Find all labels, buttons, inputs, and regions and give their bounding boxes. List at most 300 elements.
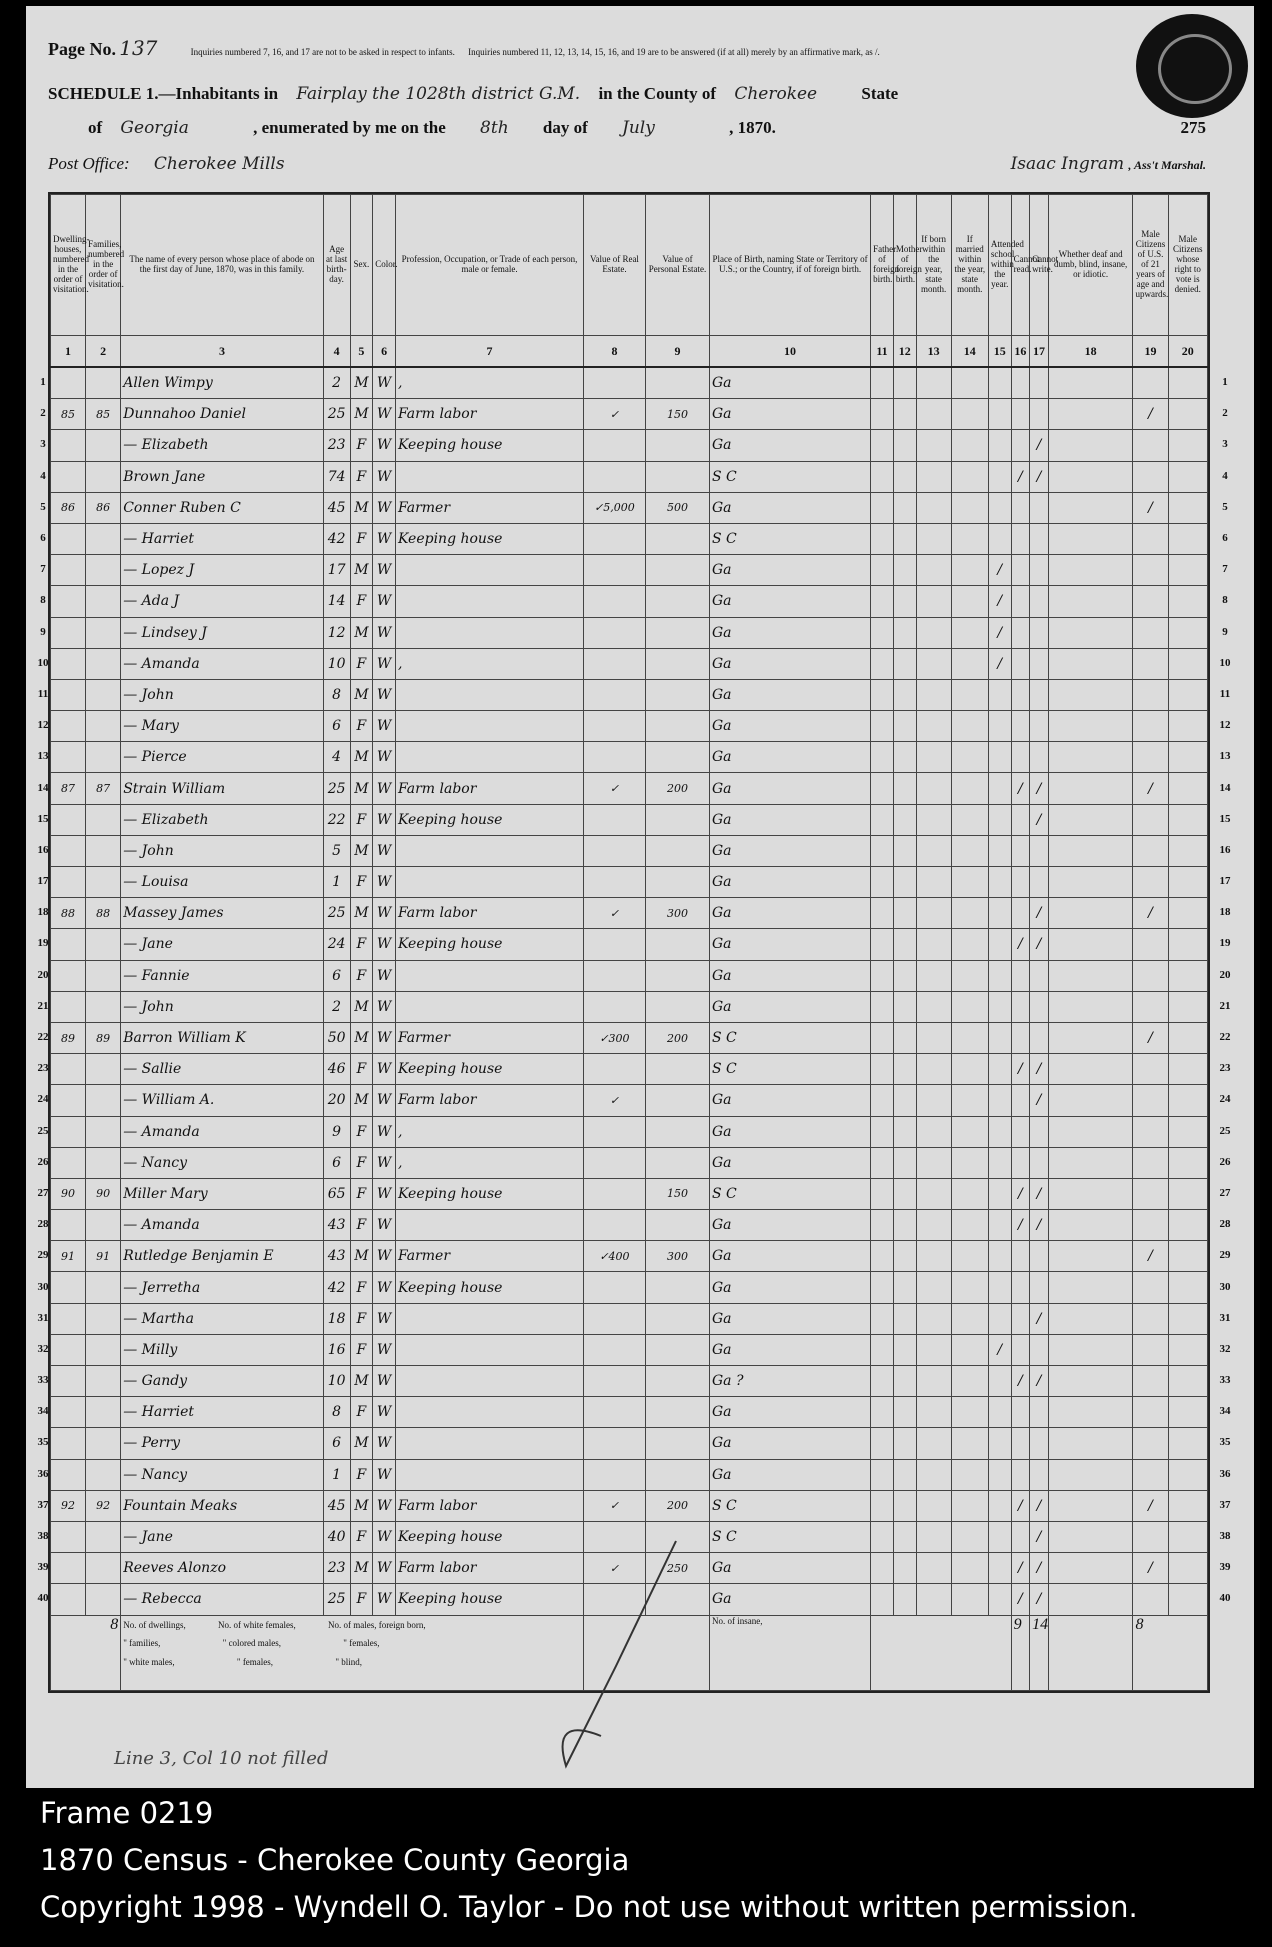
cell-c17 <box>1030 648 1049 679</box>
table-row <box>51 960 1208 991</box>
empty-cell <box>893 1178 916 1209</box>
empty-cell <box>1048 648 1133 679</box>
empty-cell <box>893 835 916 866</box>
cell-c15 <box>988 1459 1011 1490</box>
cell-color: W <box>373 1085 396 1116</box>
empty-cell <box>951 1553 988 1584</box>
cell-color: W <box>373 804 396 835</box>
cell-pe: 200 <box>645 773 709 804</box>
line-number: 17 <box>1219 875 1231 888</box>
cell-c16 <box>1011 555 1030 586</box>
empty-cell <box>893 1022 916 1053</box>
cell-c16 <box>1011 898 1030 929</box>
cell-occ <box>395 867 583 898</box>
empty-cell <box>1168 929 1207 960</box>
table-row <box>51 1085 1208 1116</box>
col-header-vote-denied: Male Citizens whose right to vote is denied. <box>1168 195 1207 336</box>
cell-c19 <box>1133 742 1168 773</box>
cell-fam <box>86 1428 121 1459</box>
cell-c16: / <box>1011 1553 1030 1584</box>
line-number: 6 <box>40 532 46 545</box>
empty-cell <box>916 742 951 773</box>
col-header-color: Color. <box>373 195 396 336</box>
cell-birth: Ga <box>709 773 870 804</box>
col-num: 8 <box>583 336 645 368</box>
empty-cell <box>893 1366 916 1397</box>
empty-cell <box>916 1272 951 1303</box>
cell-occ: Keeping house <box>395 929 583 960</box>
cell-name: — John <box>121 991 323 1022</box>
cell-c19: / <box>1133 773 1168 804</box>
cell-color: W <box>373 1553 396 1584</box>
cell-fam: 92 <box>86 1490 121 1521</box>
marshal-label: , Ass't Marshal. <box>1128 158 1206 172</box>
empty-cell <box>1168 1428 1207 1459</box>
cell-sex: M <box>350 399 373 430</box>
cell-birth: Ga <box>709 1459 870 1490</box>
cell-dw: 85 <box>51 399 86 430</box>
col-num: 16 <box>1011 336 1030 368</box>
cell-fam <box>86 1397 121 1428</box>
cell-age: 10 <box>323 1366 350 1397</box>
empty-cell <box>916 1521 951 1552</box>
month-value: July <box>622 118 655 138</box>
col-num: 12 <box>893 336 916 368</box>
col-header-disability: Whether deaf and dumb, blind, insane, or idiotic. <box>1048 195 1133 336</box>
col-header-school: Attended school within the year. <box>988 195 1011 336</box>
col-num: 19 <box>1133 336 1168 368</box>
header-line-4 <box>48 154 1206 174</box>
cell-re <box>583 555 645 586</box>
cell-c15 <box>988 1521 1011 1552</box>
cell-c19 <box>1133 1178 1168 1209</box>
line-number: 16 <box>1219 843 1231 856</box>
cell-c17 <box>1030 742 1049 773</box>
cell-re <box>583 586 645 617</box>
empty-cell <box>1168 1334 1207 1365</box>
cell-sex: M <box>350 492 373 523</box>
cell-occ <box>395 679 583 710</box>
cell-name: — Jerretha <box>121 1272 323 1303</box>
cell-c15 <box>988 1272 1011 1303</box>
cell-c17 <box>1030 1334 1049 1365</box>
cell-pe <box>645 1334 709 1365</box>
cell-c15: / <box>988 586 1011 617</box>
empty-cell <box>1048 1054 1133 1085</box>
empty-cell <box>871 555 894 586</box>
line-number: 5 <box>1222 500 1228 513</box>
cell-sex: M <box>350 617 373 648</box>
cell-fam <box>86 586 121 617</box>
cell-re: ✓400 <box>583 1241 645 1272</box>
empty-cell <box>871 1584 894 1615</box>
empty-cell <box>1168 1459 1207 1490</box>
footer-females-label: " females, <box>236 1657 274 1668</box>
empty-cell <box>1048 1147 1133 1178</box>
empty-cell <box>1168 1085 1207 1116</box>
cell-sex: M <box>350 991 373 1022</box>
cell-c17: / <box>1030 1210 1049 1241</box>
cell-birth: S C <box>709 1022 870 1053</box>
cell-re <box>583 461 645 492</box>
cell-pe <box>645 1428 709 1459</box>
cell-re: ✓ <box>583 773 645 804</box>
cell-c17: / <box>1030 1178 1049 1209</box>
empty-cell <box>951 835 988 866</box>
cell-fam <box>86 555 121 586</box>
cell-pe <box>645 742 709 773</box>
col-header-born-month: If born within the year, state month. <box>916 195 951 336</box>
cell-color: W <box>373 1366 396 1397</box>
cell-c17: / <box>1030 1490 1049 1521</box>
cell-occ: Farmer <box>395 492 583 523</box>
cell-re: ✓ <box>583 1553 645 1584</box>
cell-occ: Keeping house <box>395 1054 583 1085</box>
cell-color: W <box>373 399 396 430</box>
header-line-3 <box>48 118 1206 138</box>
empty-cell <box>871 648 894 679</box>
col-num: 4 <box>323 336 350 368</box>
empty-cell <box>916 1428 951 1459</box>
empty-cell <box>871 1366 894 1397</box>
empty-cell <box>951 492 988 523</box>
empty-cell <box>916 835 951 866</box>
cell-pe <box>645 1085 709 1116</box>
empty-cell <box>1168 1241 1207 1272</box>
cell-c19 <box>1133 804 1168 835</box>
cell-fam <box>86 929 121 960</box>
empty-cell <box>871 960 894 991</box>
line-number: 21 <box>37 999 49 1012</box>
cell-birth: Ga <box>709 867 870 898</box>
cell-age: 24 <box>323 929 350 960</box>
cell-re <box>583 1272 645 1303</box>
empty-cell <box>951 617 988 648</box>
empty-cell <box>893 1584 916 1615</box>
cell-pe <box>645 1459 709 1490</box>
cell-re <box>583 804 645 835</box>
cell-fam <box>86 1147 121 1178</box>
cell-name: — Martha <box>121 1303 323 1334</box>
cell-c15 <box>988 960 1011 991</box>
empty-cell <box>1168 804 1207 835</box>
empty-cell <box>1168 586 1207 617</box>
col-header-cannot-read: Cannot read. <box>1011 195 1030 336</box>
cell-birth: Ga <box>709 586 870 617</box>
cell-c15 <box>988 773 1011 804</box>
cell-re <box>583 617 645 648</box>
table-row <box>51 367 1208 399</box>
cell-re: ✓300 <box>583 1022 645 1053</box>
empty-cell <box>951 679 988 710</box>
table-row <box>51 1303 1208 1334</box>
empty-cell <box>871 1272 894 1303</box>
table-row <box>51 648 1208 679</box>
empty-cell <box>1048 586 1133 617</box>
cell-c15 <box>988 679 1011 710</box>
cell-c16: / <box>1011 929 1030 960</box>
cell-re <box>583 929 645 960</box>
cell-c19: / <box>1133 1241 1168 1272</box>
line-number: 22 <box>37 1031 49 1044</box>
cell-c16: / <box>1011 1584 1030 1615</box>
empty-cell <box>951 898 988 929</box>
cell-c19 <box>1133 1428 1168 1459</box>
cell-name: Miller Mary <box>121 1178 323 1209</box>
cell-c16 <box>1011 1116 1030 1147</box>
empty-cell <box>916 430 951 461</box>
empty-cell <box>1048 1334 1133 1365</box>
empty-cell <box>893 1085 916 1116</box>
empty-cell <box>1048 1178 1133 1209</box>
cell-pe: 300 <box>645 898 709 929</box>
empty-cell <box>871 399 894 430</box>
cell-name: — Rebecca <box>121 1584 323 1615</box>
cell-c17 <box>1030 1397 1049 1428</box>
cell-name: — Milly <box>121 1334 323 1365</box>
cell-name: — Lopez J <box>121 555 323 586</box>
cell-re <box>583 742 645 773</box>
line-number: 15 <box>1219 812 1231 825</box>
empty-cell <box>951 867 988 898</box>
empty-cell <box>916 679 951 710</box>
cell-name: — Ada J <box>121 586 323 617</box>
cell-pe: 500 <box>645 492 709 523</box>
cell-color: W <box>373 1210 396 1241</box>
empty-cell <box>871 991 894 1022</box>
cell-name: — Amanda <box>121 1210 323 1241</box>
footer-blind-label: " blind, <box>335 1657 362 1668</box>
line-number: 12 <box>1219 719 1231 732</box>
cell-c17: / <box>1030 929 1049 960</box>
line-number: 1 <box>40 375 46 388</box>
cell-c17 <box>1030 960 1049 991</box>
empty-cell <box>893 1459 916 1490</box>
line-number: 18 <box>1219 906 1231 919</box>
state-name: Georgia <box>120 118 189 138</box>
cell-age: 6 <box>323 1428 350 1459</box>
cell-fam <box>86 648 121 679</box>
caption-title: 1870 Census - Cherokee County Georgia <box>40 1843 630 1877</box>
empty-cell <box>1168 773 1207 804</box>
line-number: 37 <box>37 1498 49 1511</box>
col-header-married-month: If married within the year, state month. <box>951 195 988 336</box>
cell-c15 <box>988 430 1011 461</box>
col-num: 1 <box>51 336 86 368</box>
cell-occ: Farmer <box>395 1241 583 1272</box>
empty-cell <box>1168 1366 1207 1397</box>
cell-c16 <box>1011 960 1030 991</box>
cell-birth: Ga <box>709 367 870 399</box>
empty-cell <box>1048 430 1133 461</box>
table-row <box>51 1272 1208 1303</box>
cell-pe <box>645 1116 709 1147</box>
line-number: 28 <box>37 1218 49 1231</box>
cell-re <box>583 1116 645 1147</box>
cell-sex: F <box>350 1521 373 1552</box>
cell-occ: , <box>395 1116 583 1147</box>
cell-occ: Farm labor <box>395 773 583 804</box>
line-number: 14 <box>37 781 49 794</box>
cell-c19 <box>1133 1303 1168 1334</box>
empty-cell <box>893 399 916 430</box>
cell-c15 <box>988 367 1011 399</box>
empty-cell <box>871 1022 894 1053</box>
col-header-sex: Sex. <box>350 195 373 336</box>
line-number: 10 <box>37 656 49 669</box>
cell-fam <box>86 430 121 461</box>
empty-cell <box>871 1553 894 1584</box>
cell-c16 <box>1011 586 1030 617</box>
cell-c17 <box>1030 492 1049 523</box>
cell-color: W <box>373 1054 396 1085</box>
cell-occ <box>395 711 583 742</box>
cell-name: Dunnahoo Daniel <box>121 399 323 430</box>
line-number: 39 <box>37 1561 49 1574</box>
empty-cell <box>1048 399 1133 430</box>
cell-occ: Farm labor <box>395 1085 583 1116</box>
table-row <box>51 1490 1208 1521</box>
col-header-mother-foreign: Mother of foreign birth. <box>893 195 916 336</box>
cell-birth: Ga <box>709 679 870 710</box>
cell-c16 <box>1011 679 1030 710</box>
cell-c17 <box>1030 1428 1049 1459</box>
empty-cell <box>1048 898 1133 929</box>
empty-cell <box>1048 555 1133 586</box>
cell-birth: Ga <box>709 1272 870 1303</box>
empty-cell <box>951 1272 988 1303</box>
empty-cell <box>871 1490 894 1521</box>
cell-re <box>583 1303 645 1334</box>
header-line-2 <box>48 84 1206 104</box>
empty-cell <box>1048 1521 1133 1552</box>
table-row <box>51 1054 1208 1085</box>
cell-dw: 86 <box>51 492 86 523</box>
col-num: 7 <box>395 336 583 368</box>
line-number: 19 <box>37 937 49 950</box>
cell-color: W <box>373 679 396 710</box>
cell-c19 <box>1133 1459 1168 1490</box>
empty-cell <box>916 773 951 804</box>
cell-c19 <box>1133 1584 1168 1615</box>
empty-cell <box>1168 1054 1207 1085</box>
empty-cell <box>893 711 916 742</box>
cell-name: Allen Wimpy <box>121 367 323 399</box>
cell-c19 <box>1133 1272 1168 1303</box>
cell-c16: / <box>1011 1366 1030 1397</box>
line-number: 40 <box>1219 1592 1231 1605</box>
line-number: 24 <box>37 1093 49 1106</box>
empty-cell <box>871 492 894 523</box>
table-row <box>51 1178 1208 1209</box>
line-number: 5 <box>40 500 46 513</box>
cell-re <box>583 1397 645 1428</box>
footer-foreign-label: No. of males, foreign born, <box>327 1619 426 1630</box>
instructions-left: Inquiries numbered 7, 16, and 17 are not to be asked in respect to infants. <box>190 47 455 57</box>
line-number: 24 <box>1219 1093 1231 1106</box>
line-number: 33 <box>1219 1374 1231 1387</box>
line-number: 26 <box>1219 1155 1231 1168</box>
cell-color: W <box>373 1521 396 1552</box>
line-number: 36 <box>37 1467 49 1480</box>
footer-dwellings-label: No. of dwellings, <box>123 1619 186 1630</box>
cell-occ: Farm labor <box>395 1490 583 1521</box>
cell-sex: F <box>350 648 373 679</box>
census-table <box>48 192 1210 1693</box>
empty-cell <box>916 1397 951 1428</box>
cell-age: 14 <box>323 586 350 617</box>
cell-occ: Farm labor <box>395 898 583 929</box>
cell-birth: Ga <box>709 648 870 679</box>
cell-c19 <box>1133 679 1168 710</box>
cell-color: W <box>373 1022 396 1053</box>
empty-cell <box>1048 1241 1133 1272</box>
table-row <box>51 586 1208 617</box>
cell-c17 <box>1030 835 1049 866</box>
empty-cell <box>1168 1210 1207 1241</box>
cell-birth: Ga ? <box>709 1366 870 1397</box>
cell-fam <box>86 1459 121 1490</box>
empty-cell <box>871 1054 894 1085</box>
table-row <box>51 523 1208 554</box>
cell-color: W <box>373 960 396 991</box>
empty-cell <box>1048 960 1133 991</box>
empty-cell <box>871 1147 894 1178</box>
empty-cell <box>893 773 916 804</box>
cell-birth: Ga <box>709 1147 870 1178</box>
empty-cell <box>916 1054 951 1085</box>
empty-cell <box>951 1116 988 1147</box>
cell-birth: S C <box>709 1178 870 1209</box>
marshal-name: Isaac Ingram <box>1010 154 1125 174</box>
schedule-label: SCHEDULE 1.—Inhabitants in <box>48 84 279 103</box>
cell-c15 <box>988 1490 1011 1521</box>
line-number: 8 <box>40 594 46 607</box>
cell-re <box>583 648 645 679</box>
table-row <box>51 492 1208 523</box>
cell-pe <box>645 586 709 617</box>
cell-c15: / <box>988 1334 1011 1365</box>
empty-cell <box>916 586 951 617</box>
col-num: 10 <box>709 336 870 368</box>
line-number: 4 <box>40 469 46 482</box>
cell-c17 <box>1030 367 1049 399</box>
cell-pe <box>645 1147 709 1178</box>
cell-c15 <box>988 1054 1011 1085</box>
cell-occ <box>395 1459 583 1490</box>
cell-c17 <box>1030 711 1049 742</box>
cell-name: — Harriet <box>121 523 323 554</box>
cell-age: 42 <box>323 1272 350 1303</box>
empty-cell <box>951 1210 988 1241</box>
cell-birth: Ga <box>709 430 870 461</box>
cell-fam <box>86 617 121 648</box>
cell-pe <box>645 1054 709 1085</box>
cell-pe <box>645 867 709 898</box>
cell-sex: F <box>350 1272 373 1303</box>
cell-birth: Ga <box>709 898 870 929</box>
cell-birth: Ga <box>709 1334 870 1365</box>
line-number: 28 <box>1219 1218 1231 1231</box>
line-number: 36 <box>1219 1467 1231 1480</box>
cell-pe: 150 <box>645 1178 709 1209</box>
cell-age: 45 <box>323 1490 350 1521</box>
cell-c15 <box>988 1397 1011 1428</box>
line-number: 22 <box>1219 1031 1231 1044</box>
empty-cell <box>1048 1022 1133 1053</box>
cell-age: 8 <box>323 1397 350 1428</box>
cell-c15 <box>988 898 1011 929</box>
